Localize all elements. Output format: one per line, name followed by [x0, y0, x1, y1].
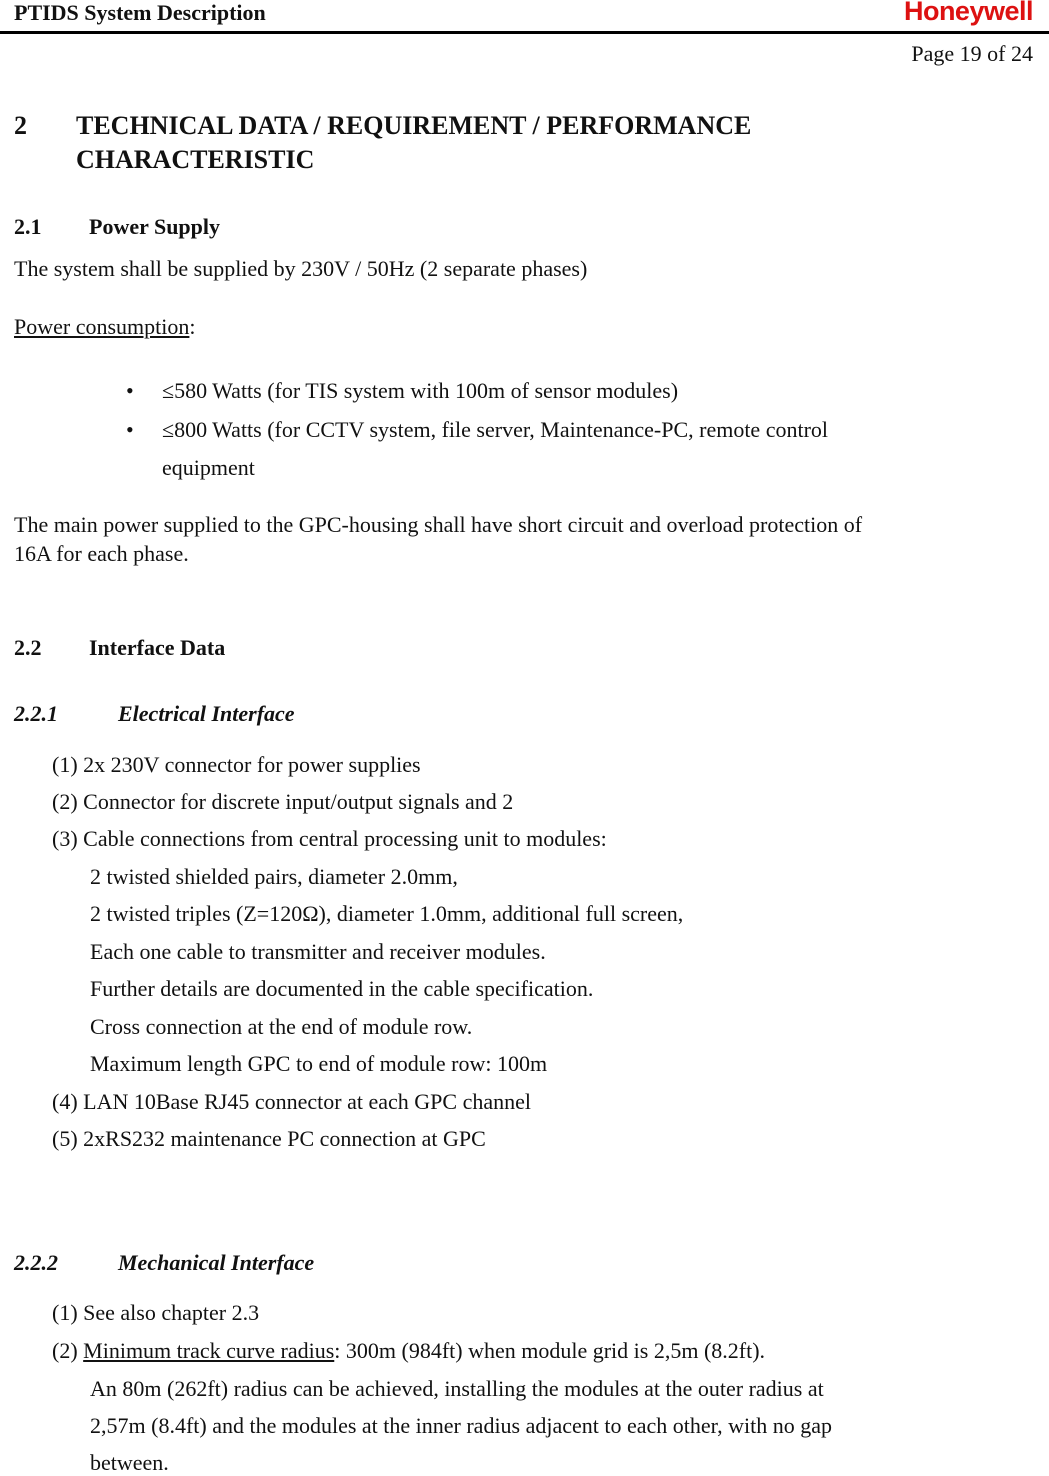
list-sub-item: An 80m (262ft) radius can be achieved, installing the modules at the outer radius at — [90, 1376, 824, 1401]
bullet-text: ≤800 Watts (for CCTV system, file server, Maintenance-PC, remote control — [162, 417, 829, 442]
section-2-2-2-number: 2.2.2 — [14, 1250, 58, 1275]
section-2-2-1-title: Electrical Interface — [118, 701, 295, 726]
list-sub-item: 2 twisted triples (Z=120Ω), diameter 1.0mm, additional full screen, — [90, 901, 684, 926]
list-sub-item: 2,57m (8.4ft) and the modules at the inner radius adjacent to each other, with no gap — [90, 1413, 833, 1438]
section-2-2-2-title: Mechanical Interface — [118, 1250, 315, 1275]
protection-text-line-1: The main power supplied to the GPC-housing shall have short circuit and overload protection of — [14, 512, 863, 537]
section-2-1-title: Power Supply — [89, 214, 221, 239]
bullet-text: ≤580 Watts (for TIS system with 100m of sensor modules) — [162, 378, 679, 403]
list-item-prefix: (2) — [52, 1338, 84, 1363]
list-item: (1) 2x 230V connector for power supplies — [52, 752, 421, 777]
list-sub-item: Further details are documented in the cable specification. — [90, 976, 594, 1001]
list-sub-item: Cross connection at the end of module row. — [90, 1014, 473, 1039]
list-item: (1) See also chapter 2.3 — [52, 1300, 260, 1325]
bullet-item — [126, 417, 976, 483]
power-consumption-colon: : — [189, 314, 196, 339]
list-item: (2) Connector for discrete input/output signals and 2 — [52, 789, 514, 814]
section-2-number: 2 — [14, 111, 27, 140]
section-2-title: TECHNICAL DATA / REQUIREMENT / PERFORMANCE CHARACTERISTIC — [76, 111, 752, 174]
list-sub-item: Maximum length GPC to end of module row: 100m — [90, 1051, 548, 1076]
section-2-2-heading — [14, 635, 414, 663]
min-curve-radius-link: Minimum track curve radius — [83, 1338, 335, 1363]
bullet-item — [126, 378, 976, 406]
bullet-text-continued: equipment — [162, 455, 255, 480]
power-consumption-link: Power consumption — [14, 314, 190, 339]
bullet-icon: • — [126, 417, 134, 442]
section-2-2-1-number: 2.2.1 — [14, 701, 58, 726]
section-2-2-2-heading — [14, 1250, 414, 1278]
list-item-text: : 300m (984ft) when module grid is 2,5m (8.2ft). — [334, 1338, 766, 1363]
bullet-icon: • — [126, 378, 134, 403]
section-2-2-title: Interface Data — [89, 635, 226, 660]
section-2-1-heading — [14, 214, 414, 242]
list-item: (5) 2xRS232 maintenance PC connection at GPC — [52, 1126, 486, 1151]
section-2-1-number: 2.1 — [14, 214, 42, 239]
list-sub-item: Each one cable to transmitter and receiver modules. — [90, 939, 546, 964]
section-2-2-number: 2.2 — [14, 635, 42, 660]
list-item: (4) LAN 10Base RJ45 connector at each GPC channel — [52, 1089, 531, 1114]
power-consumption-label — [14, 314, 196, 340]
section-2-2-1-heading — [14, 701, 414, 729]
list-item: (3) Cable connections from central processing unit to modules: — [52, 826, 607, 851]
list-sub-item: 2 twisted shielded pairs, diameter 2.0mm, — [90, 864, 458, 889]
header-divider — [0, 31, 1049, 34]
protection-text-line-2: 16A for each phase. — [14, 541, 189, 566]
honeywell-logo: Honeywell — [903, 0, 1033, 26]
page-number: Page 19 of 24 — [911, 41, 1033, 66]
list-sub-item: between. — [90, 1450, 169, 1475]
power-supply-text: The system shall be supplied by 230V / 50Hz (2 separate phases) — [14, 256, 588, 281]
document-title: PTIDS System Description — [14, 0, 266, 25]
list-item — [52, 1338, 765, 1364]
